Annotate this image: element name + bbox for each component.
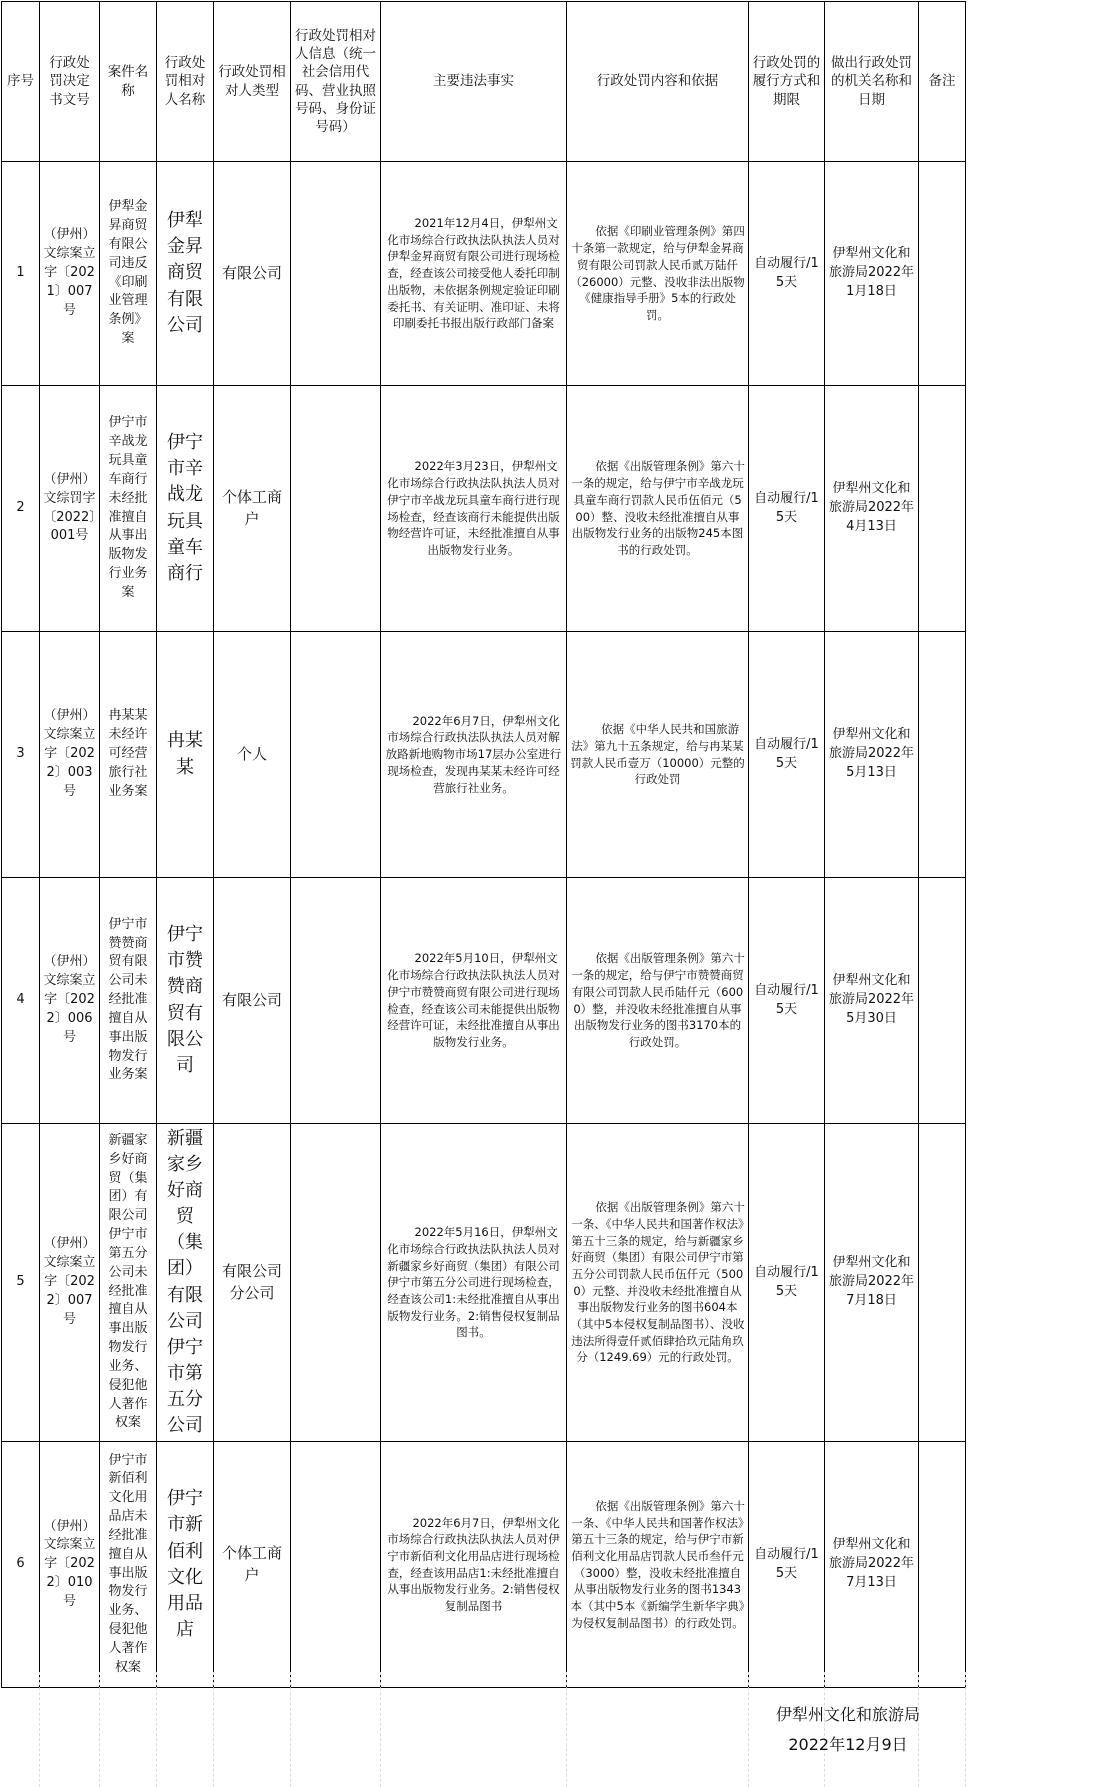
cell-seq: 4 — [2, 878, 40, 1124]
facts-text: 2022年5月10日，伊犁州文化市场综合行政执法队执法人员对伊宁市赞赞商贸有限公司进行现场检查，经查该公司未能提供出版物经营许可证，未经批准擅自从事出版物发行业务。 — [387, 951, 560, 1049]
cell-org-date: 伊犁州文化和旅游局2022年5月30日 — [825, 878, 919, 1124]
cell-seq: 3 — [2, 632, 40, 878]
cell-remark — [919, 1442, 966, 1688]
cell-way: 自动履行/15天 — [749, 1442, 825, 1688]
cell-penalty — [567, 878, 749, 1124]
gridline — [380, 1672, 381, 1787]
table-row — [2, 1124, 966, 1442]
cell-party-info — [291, 386, 381, 632]
cell-party-name: 伊犁金昇商贸有限公司 — [157, 162, 214, 386]
cell-party-type: 个体工商户 — [214, 1442, 291, 1688]
gridline — [39, 1672, 40, 1787]
cell-party-type: 有限公司 — [214, 162, 291, 386]
cell-org-date: 伊犁州文化和旅游局2022年5月13日 — [825, 632, 919, 878]
header-party-type: 行政处罚相对人类型 — [214, 2, 291, 162]
cell-way: 自动履行/15天 — [749, 162, 825, 386]
cell-doc-no: （伊州）文综案立字〔2022〕010号 — [40, 1442, 100, 1688]
cell-party-info — [291, 162, 381, 386]
cell-way: 自动履行/15天 — [749, 1124, 825, 1442]
cell-seq: 5 — [2, 1124, 40, 1442]
gridline — [290, 1672, 291, 1787]
cell-doc-no: （伊州）文综案立字〔2022〕003号 — [40, 632, 100, 878]
gridline — [748, 1672, 749, 1787]
cell-case-name: 伊宁市新佰利文化用品店未经批准擅自从事出版物发行业务、侵犯他人著作权案 — [100, 1442, 157, 1688]
table-row — [2, 878, 966, 1124]
penalty-text: 依据《印刷业管理条例》第四十条第一款规定，给与伊犁金昇商贸有限公司罚款人民币贰万陆仟（26000）元整、没收非法出版物《健康指导手册》5本的行政处罚。 — [570, 224, 745, 322]
cell-way: 自动履行/15天 — [749, 878, 825, 1124]
header-party-info: 行政处罚相对人信息（统一社会信用代码、营业执照号码、身份证号码） — [291, 2, 381, 162]
penalty-text: 依据《出版管理条例》第六十一条的规定，给与伊宁市辛战龙玩具童车商行罚款人民币伍佰元（500）整、没收未经批准擅自从事出版物发行业务的出版物245本图书的行政处罚。 — [571, 459, 745, 557]
cell-party-type: 个人 — [214, 632, 291, 878]
cell-doc-no: （伊州）文综案立字〔2021〕007号 — [40, 162, 100, 386]
header-facts: 主要违法事实 — [381, 2, 567, 162]
cell-org-date: 伊犁州文化和旅游局2022年7月18日 — [825, 1124, 919, 1442]
cell-party-info — [291, 1124, 381, 1442]
cell-way: 自动履行/15天 — [749, 386, 825, 632]
facts-text: 2022年5月16日，伊犁州文化市场综合行政执法队执法人员对新疆家乡好商贸（集团）有限公司伊宁市第五分公司进行现场检查，经查该公司1:未经批准擅自从事出版物发行业务。2:销售侵权复制品图书。 — [387, 1225, 560, 1340]
cell-party-type: 有限公司 — [214, 878, 291, 1124]
cell-facts — [381, 162, 567, 386]
table-row — [2, 1442, 966, 1688]
cell-org-date: 伊犁州文化和旅游局2022年7月13日 — [825, 1442, 919, 1688]
cell-case-name: 伊宁市辛战龙玩具童车商行未经批准擅自从事出版物发行业务案 — [100, 386, 157, 632]
cell-penalty — [567, 632, 749, 878]
cell-seq: 1 — [2, 162, 40, 386]
cell-doc-no: （伊州）文综案立字〔2022〕007号 — [40, 1124, 100, 1442]
facts-text: 2022年6月7日，伊犁州文化市场综合行政执法队执法人员对伊宁市新佰利文化用品店进行现场检查，经查该用品店1:未经批准擅自从事出版物发行业务。2:销售侵权复制品图书 — [387, 1515, 560, 1613]
cell-case-name: 冉某某未经许可经营旅行社业务案 — [100, 632, 157, 878]
penalty-text: 依据《出版管理条例》第六十一条、《中华人民共和国著作权法》第五十三条的规定，给与伊宁市新佰利文化用品店罚款人民币叁仟元（3000）整，没收未经批准擅自从事出版物发行业务的图书1343本（其中5本《新编学生新华字典》为侵权复制品图书）的行政处罚。 — [570, 1498, 745, 1630]
cell-party-name: 新疆家乡好商贸（集团）有限公司伊宁市第五分公司 — [157, 1124, 214, 1442]
cell-seq: 2 — [2, 386, 40, 632]
cell-facts — [381, 878, 567, 1124]
cell-remark — [919, 878, 966, 1124]
gridline — [156, 1672, 157, 1787]
cell-facts — [381, 632, 567, 878]
header-seq: 序号 — [2, 2, 40, 162]
cell-party-name: 冉某某 — [157, 632, 214, 878]
header-row — [2, 2, 966, 162]
penalty-text: 依据《出版管理条例》第六十一条、《中华人民共和国著作权法》第五十三条的规定，给与新疆家乡好商贸（集团）有限公司伊宁市第五分公司罚款人民币伍仟元（5000）元整、并没收未经批准擅自从事出版物发行业务的图书604本（其中5本侵权复制品图书）、没收违法所得壹仟贰佰肆拾玖元陆角玖分（1249.69）元的行政处罚。 — [570, 1200, 745, 1365]
gridline — [99, 1672, 100, 1787]
cell-party-info — [291, 878, 381, 1124]
penalty-text: 依据《中华人民共和国旅游法》第九十五条规定，给与冉某某罚款人民币壹万（10000）元整的行政处罚 — [570, 722, 745, 787]
cell-party-name: 伊宁市新佰利文化用品店 — [157, 1442, 214, 1688]
gridline — [918, 1672, 919, 1787]
cell-penalty — [567, 162, 749, 386]
cell-party-name: 伊宁市辛战龙玩具童车商行 — [157, 386, 214, 632]
cell-remark — [919, 162, 966, 386]
header-doc-no: 行政处罚决定书文号 — [40, 2, 100, 162]
cell-party-type: 个体工商户 — [214, 386, 291, 632]
cell-remark — [919, 632, 966, 878]
gridline — [824, 1672, 825, 1787]
cell-doc-no: （伊州）文综案立字〔2022〕006号 — [40, 878, 100, 1124]
header-way: 行政处罚的履行方式和期限 — [749, 2, 825, 162]
cell-facts — [381, 386, 567, 632]
cell-case-name: 新疆家乡好商贸（集团）有限公司伊宁市第五分公司未经批准擅自从事出版物发行业务、侵犯他人著作权案 — [100, 1124, 157, 1442]
gridline — [566, 1672, 567, 1787]
penalty-table — [1, 1, 966, 1688]
cell-facts — [381, 1442, 567, 1688]
header-party-name: 行政处罚相对人名称 — [157, 2, 214, 162]
header-remark: 备注 — [919, 2, 966, 162]
cell-penalty — [567, 1442, 749, 1688]
cell-remark — [919, 386, 966, 632]
cell-facts — [381, 1124, 567, 1442]
footer-date: 2022年12月9日 — [788, 1735, 908, 1754]
facts-text: 2021年12月4日，伊犁州文化市场综合行政执法队执法人员对伊犁金昇商贸有限公司进行现场检查，经查该公司接受他人委托印制出版物，未依据条例规定验证印刷委托书、有关证明、准印证、未将印刷委托书报出版行政部门备案 — [387, 216, 560, 331]
header-org-date: 做出行政处罚的机关名称和日期 — [825, 2, 919, 162]
cell-party-info — [291, 632, 381, 878]
footer-org: 伊犁州文化和旅游局 — [775, 1705, 920, 1724]
cell-remark — [919, 1124, 966, 1442]
cell-case-name: 伊犁金昇商贸有限公司违反《印刷业管理条例》案 — [100, 162, 157, 386]
header-case-name: 案件名称 — [100, 2, 157, 162]
penalty-text: 依据《出版管理条例》第六十一条的规定，给与伊宁市赞赞商贸有限公司罚款人民币陆仟元（6000）整，并没收未经批准擅自从事出版物发行业务的图书3170本的行政处罚。 — [571, 951, 745, 1049]
cell-org-date: 伊犁州文化和旅游局2022年1月18日 — [825, 162, 919, 386]
header-penalty: 行政处罚内容和依据 — [567, 2, 749, 162]
table-row — [2, 632, 966, 878]
gridline — [213, 1672, 214, 1787]
sheet-gridlines — [1, 1672, 1097, 1787]
cell-party-name: 伊宁市赞赞商贸有限公司 — [157, 878, 214, 1124]
cell-doc-no: （伊州）文综罚字〔2022〕001号 — [40, 386, 100, 632]
cell-penalty — [567, 386, 749, 632]
cell-org-date: 伊犁州文化和旅游局2022年4月13日 — [825, 386, 919, 632]
cell-penalty — [567, 1124, 749, 1442]
facts-text: 2022年6月7日，伊犁州文化市场综合行政执法队执法人员对解放路新地购物市场17层办公室进行现场检查，发现冉某某未经许可经营旅行社业务。 — [385, 713, 562, 795]
cell-seq: 6 — [2, 1442, 40, 1688]
cell-party-info — [291, 1442, 381, 1688]
gridline — [965, 1672, 966, 1787]
facts-text: 2022年3月23日，伊犁州文化市场综合行政执法队执法人员对伊宁市辛战龙玩具童车商行进行现场检查，经查该商行未能提供出版物经营许可证，未经批准擅自从事出版物发行业务。 — [387, 459, 560, 557]
table-row — [2, 386, 966, 632]
cell-party-type: 有限公司分公司 — [214, 1124, 291, 1442]
cell-way: 自动履行/15天 — [749, 632, 825, 878]
cell-case-name: 伊宁市赞赞商贸有限公司未经批准擅自从事出版物发行业务案 — [100, 878, 157, 1124]
table-row — [2, 162, 966, 386]
